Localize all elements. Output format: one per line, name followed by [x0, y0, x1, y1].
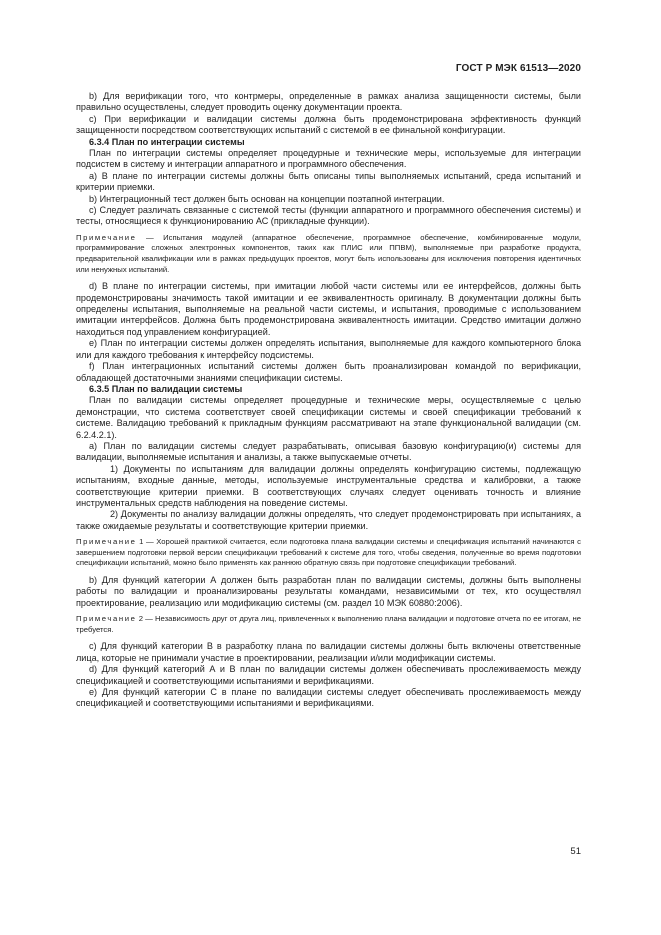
paragraph: b) Интеграционный тест должен быть основан на концепции поэтапной интеграции. — [89, 193, 445, 204]
note-label: Примечание — [76, 614, 137, 624]
paragraph: a) В плане по интеграции системы должны быть описаны типы выполняемых испытаний, среда испытаний и критерии приемки. — [76, 170, 581, 193]
paragraph: d) В плане по интеграции системы, при имитации любой части системы или ее интерфейсов, должны быть продемонстрированы значимость такой имитации и ее эквивалентность оригиналу. В документации должны быть определены испытания, выполняемые на реальной части системы, и испытания, проводимые с использованием имитации интерфейсов. Должна быть продемонстрирована эквивалентность имитации. Средство имитации должно находиться под управлением конфигурацией. — [76, 281, 581, 337]
paragraph: 1) Документы по испытаниям для валидации должны определять конфигурацию системы, подлежащую испытаниям, входные данные, методы, используемые инструментальные средства и калибровки, а также соответствующие критерии приемки. В соответствующих случаях следует оценивать точность и влияние инструментальных средств наблюдения на поведение системы. — [76, 463, 581, 508]
note-text: 2 — Независимость друг от друга лиц, привлеченных к выполнению плана валидации и подготовке отчета по ее итогам, не требуется. — [76, 614, 581, 634]
document-body — [76, 91, 581, 710]
section-heading: 6.3.5 План по валидации системы — [89, 383, 243, 394]
paragraph: План по интеграции системы определяет процедурные и технические меры, используемые для интеграции подсистем в систему и интеграции аппаратного и программного обеспечения. — [76, 148, 581, 170]
paragraph: c) Следует различать связанные с системой тесты (функции аппаратного и программного обеспечения системы) и тесты, относящиеся к функционированию АС (прикладные функции). — [76, 205, 581, 227]
note-label: Примечание — [76, 537, 137, 547]
note — [76, 537, 581, 569]
section-heading: 6.3.4 План по интеграции системы — [89, 136, 245, 147]
paragraph: c) Для функций категории В в разработку плана по валидации системы должны быть включены ответственные лица, которые не принимали участие в проектировании, реализации и/или модификации системы. — [76, 641, 581, 663]
note — [76, 614, 581, 635]
note-text: 1 — Хорошей практикой считается, если подготовка плана валидации системы и спецификация испытаний начинаются с завершением подготовки первой версии спецификации требований к системе для того, чтобы сведения, полученные во время подготовки спецификации испытаний, можно было применять как раннюю обратную связь при подготовке спецификации требований. — [76, 537, 581, 568]
note-text: — Испытания модулей (аппаратное обеспечение, программное обеспечение, комбинированные модули, программирование сложных электронных компонентов, таких как ПЛИС или ППВМ), выполняемые при разработке продукта, предварительной квалификации или в рамках предыдущих проектов, могут быть использованы для исключения повторения идентичных или ненужных испытаний. — [76, 232, 581, 274]
paragraph: e) Для функций категории С в плане по валидации системы следует обеспечивать прослеживаемость между спецификацией и соответствующими испытаниями и верификациями. — [76, 687, 581, 709]
paragraph: b) Для функций категории А должен быть разработан план по валидации системы, должны быть выполнены работы по валидации и проанализированы результаты командами, независимыми от тех, кто осуществлял проектирование, реализацию или модификацию системы (см. раздел 10 МЭК 60880:2006). — [76, 574, 581, 608]
note-label: Примечание — [76, 232, 137, 242]
paragraph: d) Для функций категорий А и В план по валидации системы должен обеспечивать прослеживаемость между спецификацией и соответствующими испытаниями и верификациями. — [76, 664, 581, 686]
paragraph: f) План интеграционных испытаний системы должен быть проанализирован командой по верификации, обладающей достаточными знаниями спецификации системы. — [76, 361, 581, 383]
paragraph: a) План по валидации системы следует разрабатывать, описывая базовую конфигурацию(и) системы для валидации, выполняемые испытания и анализы, а также выпускаемые отчеты. — [76, 440, 581, 463]
page-number: 51 — [570, 846, 581, 857]
paragraph: b) Для верификации того, что контрмеры, определенные в рамках анализа защищенности системы, были правильно осуществлены, следует проводить оценку документации проекта. — [76, 91, 581, 113]
paragraph: 2) Документы по анализу валидации должны определять, что следует продемонстрировать при испытаниях, а также ожидаемые результаты и соответствующие критерии приемки. — [76, 509, 581, 531]
paragraph: c) При верификации и валидации системы должна быть продемонстрирована эффективность функций защищенности посредством соответствующих испытаний с системой в ее финальной конфигурации. — [76, 113, 581, 136]
note — [76, 233, 581, 275]
paragraph: e) План по интеграции системы должен определять испытания, выполняемые для каждого компьютерного блока или для каждого требования к интерфейсу подсистемы. — [76, 338, 581, 360]
paragraph: План по валидации системы определяет процедурные и технические меры, осуществляемые с целью демонстрации, что система соответствует своей спецификации системы и своей спецификации требований к системе. Валидацию требований к прикладным функциям рассматривают на этапе функциональной валидации (см. 6.2.4.2.1). — [76, 395, 581, 440]
document-header: ГОСТ Р МЭК 61513—2020 — [455, 63, 581, 74]
